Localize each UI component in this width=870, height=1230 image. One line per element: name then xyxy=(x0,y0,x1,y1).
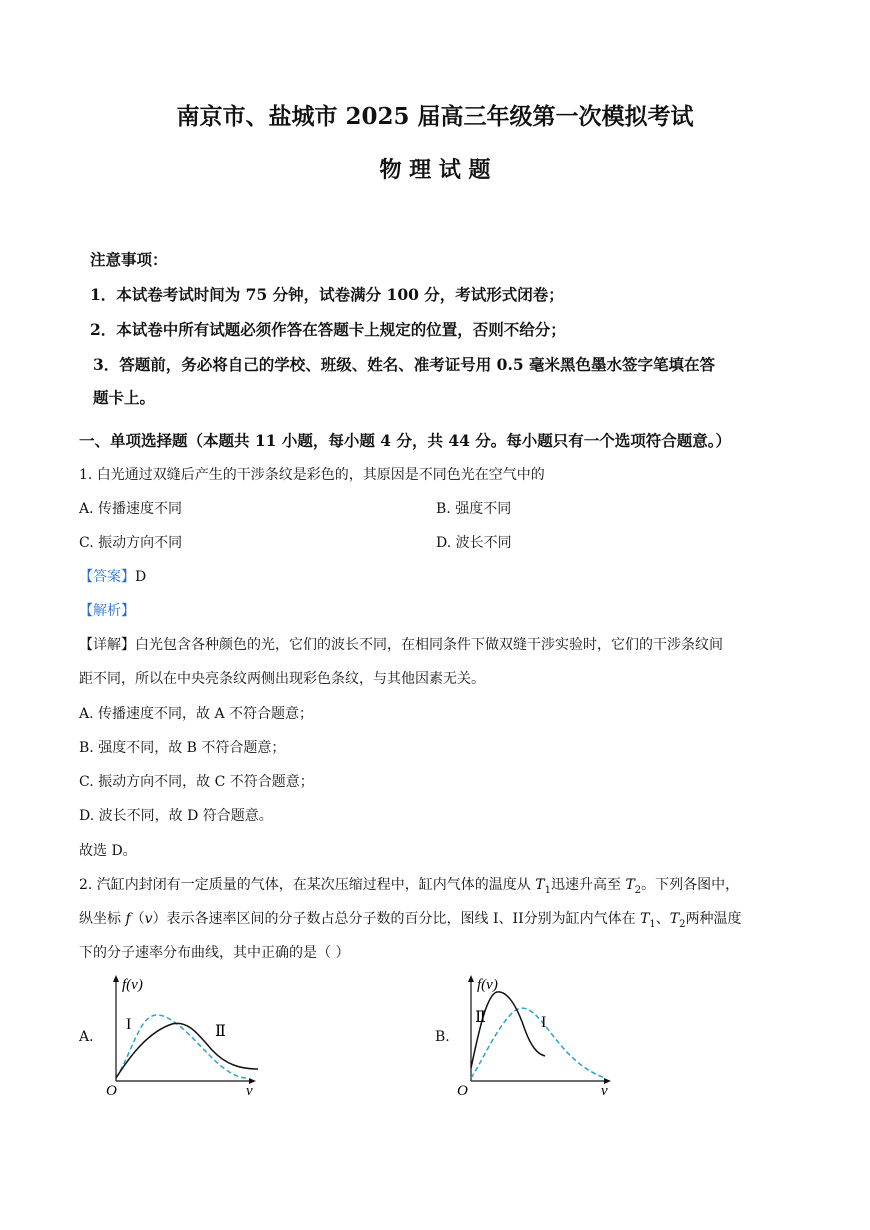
x-axis-label: v xyxy=(601,1083,608,1099)
q1-option-d: D. 波长不同 xyxy=(436,535,512,551)
origin-label: O xyxy=(106,1083,117,1099)
answer-value: D xyxy=(135,569,147,585)
detail-tag: 【详解】 xyxy=(79,637,135,653)
curve-II-solid xyxy=(471,992,545,1068)
notice-item-2: 2．本试卷中所有试题必须作答在答题卡上规定的位置，否则不给分； xyxy=(90,320,566,339)
y-axis-label: f(v) xyxy=(477,977,498,993)
q1-explain-a: A. 传播速度不同，故 A 不符合题意； xyxy=(79,706,314,722)
y-axis-label: f(v) xyxy=(122,977,143,993)
q1-conclusion: 故选 D。 xyxy=(79,843,137,859)
q1-option-b: B. 强度不同 xyxy=(436,501,512,517)
q1-stem: 1. 白光通过双缝后产生的干涉条纹是彩色的，其原因是不同色光在空气中的 xyxy=(79,467,545,483)
curve-I-label: I xyxy=(541,1014,547,1031)
exam-title: 南京市、盐城市 2025 届高三年级第一次模拟考试 xyxy=(176,103,694,130)
figure-b-graph xyxy=(455,968,620,1100)
notice-item-3: 3．答题前，务必将自己的学校、班级、姓名、准考证号用 0.5 毫米黑色墨水签字笔填在答 xyxy=(93,355,716,374)
figure-a-label: A. xyxy=(79,1029,94,1045)
figure-b-label: B. xyxy=(435,1029,450,1045)
q2-line1: 2. 汽缸内封闭有一定质量的气体，在某次压缩过程中，缸内气体的温度从 $T_1$迅速升高至 $T_2$。下列各图中， xyxy=(79,877,740,896)
section-heading: 一、单项选择题（本题共 11 小题，每小题 4 分，共 44 分。每小题只有一个选项符合题意。） xyxy=(79,431,732,450)
q1-explain-b: B. 强度不同，故 B 不符合题意； xyxy=(79,740,286,756)
y-axis-arrow xyxy=(113,975,119,982)
exam-subtitle: 物 理 试 题 xyxy=(379,157,491,183)
curve-I-dashed xyxy=(471,1008,605,1078)
q1-answer-line xyxy=(79,566,146,586)
curve-II-label: Ⅱ xyxy=(215,1023,226,1040)
q1-option-c: C. 振动方向不同 xyxy=(79,535,183,551)
answer-tag: 【答案】 xyxy=(79,569,135,585)
notice-heading: 注意事项： xyxy=(90,250,168,269)
analysis-tag: 【解析】 xyxy=(79,603,135,619)
curve-II-solid xyxy=(116,1023,258,1078)
x-axis-label: v xyxy=(246,1083,253,1099)
q1-option-a: A. 传播速度不同 xyxy=(79,501,183,517)
q1-explain-d: D. 波长不同，故 D 符合题意。 xyxy=(79,808,273,824)
q2-line2: 纵坐标 f（v）表示各速率区间的分子数占总分子数的百分比，图线 I、II分别为缸内气体在 $T_1$、$T_2$两种温度 xyxy=(79,911,742,930)
q2-line3: 下的分子速率分布曲线，其中正确的是（ ） xyxy=(79,945,350,961)
y-axis-arrow xyxy=(468,975,474,982)
origin-label: O xyxy=(457,1083,468,1099)
notice-item-1: 1．本试卷考试时间为 75 分钟，试卷满分 100 分，考试形式闭卷； xyxy=(90,285,564,304)
curve-II-label: Ⅱ xyxy=(475,1009,486,1026)
notice-item-3-cont: 题卡上。 xyxy=(93,388,156,407)
q1-detail-line1: 【详解】白光包含各种颜色的光，它们的波长不同，在相同条件下做双缝干涉实验时，它们的干涉条纹间 xyxy=(79,637,723,653)
q1-explain-c: C. 振动方向不同，故 C 不符合题意； xyxy=(79,774,314,790)
q1-detail-line2: 距不同，所以在中央亮条纹两侧出现彩色条纹，与其他因素无关。 xyxy=(79,671,485,687)
figure-a-graph xyxy=(100,968,265,1100)
curve-I-label: I xyxy=(126,1016,132,1033)
